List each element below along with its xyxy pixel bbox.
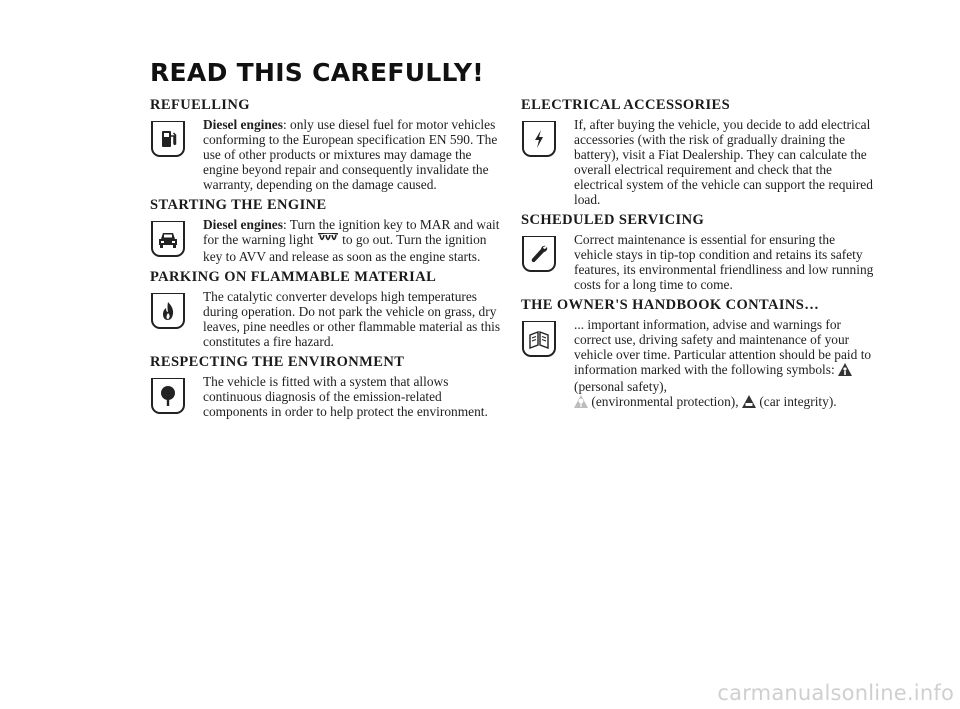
section-text: ... important information, advise and warnings for correct use, driving safety and maintenance of your vehicle over time. Particular attention should be paid to information marked with the following symbols: (personal safety), (environmental protection), (car integrity). (574, 317, 872, 409)
flame-icon (151, 293, 185, 329)
section-heading: ELECTRICAL ACCESSORIES (521, 97, 731, 113)
fuel-pump-icon (151, 121, 185, 157)
glow-plug-icon (317, 233, 339, 249)
section-servicing (521, 212, 876, 292)
watermark: carmanualsonline.info (717, 681, 954, 705)
section-text: The vehicle is fitted with a system that allows continuous diagnosis of the emission-related components in order to help protect the environment. (203, 374, 488, 419)
car-front-icon (151, 221, 185, 257)
section-heading: THE OWNER'S HANDBOOK CONTAINS… (521, 297, 820, 313)
page-title: READ THIS CAREFULLY! (150, 58, 484, 87)
section-refuelling (150, 97, 505, 192)
section-text: Diesel engines: Turn the ignition key to MAR and wait for the warning light to go out. Turn the ignition key to AVV and release as soon as the engine starts. (203, 217, 500, 264)
wrench-icon (522, 236, 556, 272)
section-heading: RESPECTING THE ENVIRONMENT (150, 354, 405, 370)
section-heading: STARTING THE ENGINE (150, 197, 327, 213)
right-column (521, 97, 876, 416)
section-environment (150, 354, 505, 419)
book-icon (522, 321, 556, 357)
environment-protection-icon (574, 395, 588, 411)
section-electrical (521, 97, 876, 207)
tree-icon (151, 378, 185, 414)
left-column (150, 97, 505, 424)
section-heading: PARKING ON FLAMMABLE MATERIAL (150, 269, 437, 285)
section-heading: REFUELLING (150, 97, 250, 113)
section-text: Diesel engines: only use diesel fuel for motor vehicles conforming to the European specification EN 590. The use of other products or mixtures may damage the engine beyond repair and consequently invalidate the warranty, depending on the damage caused. (203, 117, 498, 192)
personal-safety-icon (838, 363, 852, 379)
section-text: If, after buying the vehicle, you decide to add electrical accessories (with the risk of gradually draining the battery), visit a Fiat Dealership. They can calculate the overall electrical requirement and check that the electrical system of the vehicle can support the required load. (574, 117, 873, 207)
section-heading: SCHEDULED SERVICING (521, 212, 705, 228)
section-handbook (521, 297, 876, 411)
section-parking-flammable (150, 269, 505, 349)
section-text: The catalytic converter develops high temperatures during operation. Do not park the vehicle on grass, dry leaves, pine needles or other flammable material as this constitutes a fire hazard. (203, 289, 501, 349)
section-text: Correct maintenance is essential for ensuring the vehicle stays in tip-top condition and retains its safety features, its environmental friendliness and low running costs for a long time to come. (574, 232, 874, 292)
section-starting-engine (150, 197, 505, 264)
car-integrity-icon (742, 395, 756, 411)
lightning-icon (522, 121, 556, 157)
